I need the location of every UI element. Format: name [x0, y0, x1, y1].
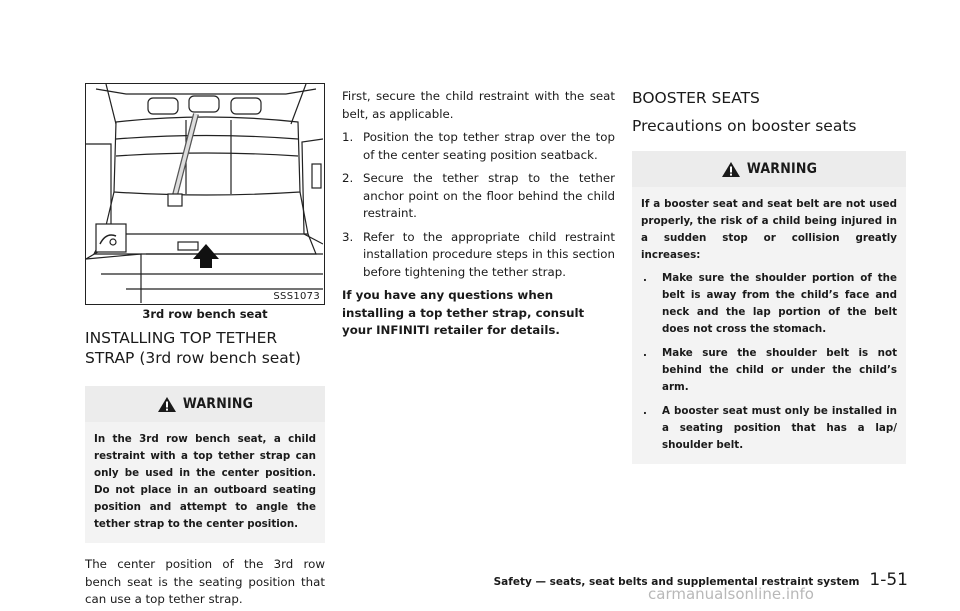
warning-title: WARNING	[746, 161, 818, 177]
warning-bullets	[641, 270, 897, 454]
watermark: carmanualsonline.info	[648, 585, 814, 603]
step-text: Position the top tether strap over the top of the center seating position seatback.	[363, 130, 615, 162]
section-heading: INSTALLING TOP TETHER STRAP (3rd row bench seat)	[85, 329, 301, 367]
paragraph: The center position of the 3rd row bench seat is the seating position that can use a top tether strap.	[85, 557, 325, 606]
steps-list	[342, 129, 615, 281]
warning-text: In the 3rd row bench seat, a child restraint with a top tether strap can only be used in the center position. Do not place in an outboard seating position and attempt to angle the tether strap to the center position.	[94, 433, 316, 530]
step-item	[342, 229, 615, 282]
warning-title: WARNING	[182, 396, 254, 412]
warning-triangle-icon	[157, 396, 177, 413]
retailer-note: If you have any questions when installing a top tether strap, consult your INFINITI retailer for details.	[342, 288, 585, 337]
seat-illustration	[85, 83, 325, 305]
warning-header	[85, 386, 325, 422]
bullet-text: A booster seat must only be installed in a seating position that has a lap/ shoulder belt.	[662, 405, 897, 451]
intro-paragraph: First, secure the child restraint with the seat belt, as applicable.	[342, 89, 615, 121]
column-left	[85, 328, 325, 609]
bullet-dot: .	[643, 347, 647, 359]
bullet-item	[641, 403, 897, 454]
column-middle	[342, 88, 615, 340]
step-text: Secure the tether strap to the tether anchor point on the floor behind the child restraint.	[363, 171, 615, 220]
footer-section-title: Safety — seats, seat belts and supplemental restraint system	[493, 576, 860, 588]
figure-code: SSS1073	[273, 291, 320, 302]
figure-caption: 3rd row bench seat	[142, 307, 268, 321]
warning-box	[85, 386, 325, 543]
column-right	[632, 88, 906, 464]
step-item	[342, 170, 615, 223]
step-text: Refer to the appropriate child restraint installation procedure steps in this section before tightening the tether strap.	[363, 229, 615, 279]
step-item	[342, 129, 615, 164]
booster-heading: BOOSTER SEATS	[632, 89, 760, 107]
step-number: 3.	[342, 229, 354, 244]
booster-warning-box	[632, 151, 906, 464]
warning-text: If a booster seat and seat belt are not used properly, the risk of a child being injured in a sudden stop or collision greatly increases:	[641, 198, 897, 261]
bench-seat-drawing	[86, 84, 323, 303]
bullet-dot: .	[643, 272, 647, 284]
page-number: 1-51	[869, 570, 908, 590]
bullet-text: Make sure the shoulder belt is not behind the child or under the child’s arm.	[662, 347, 897, 393]
bullet-item	[641, 345, 897, 396]
warning-triangle-icon	[721, 161, 741, 178]
step-number: 1.	[342, 130, 354, 144]
bullet-item	[641, 270, 897, 338]
booster-subheading: Precautions on booster seats	[632, 117, 857, 135]
warning-body	[632, 187, 906, 464]
step-number: 2.	[342, 171, 354, 185]
warning-header	[632, 151, 906, 187]
bullet-dot: .	[643, 405, 647, 417]
bullet-text: Make sure the shoulder portion of the belt is away from the child’s face and neck and the lap portion of the belt does not cross the stomach.	[662, 272, 897, 335]
warning-body	[85, 422, 325, 543]
